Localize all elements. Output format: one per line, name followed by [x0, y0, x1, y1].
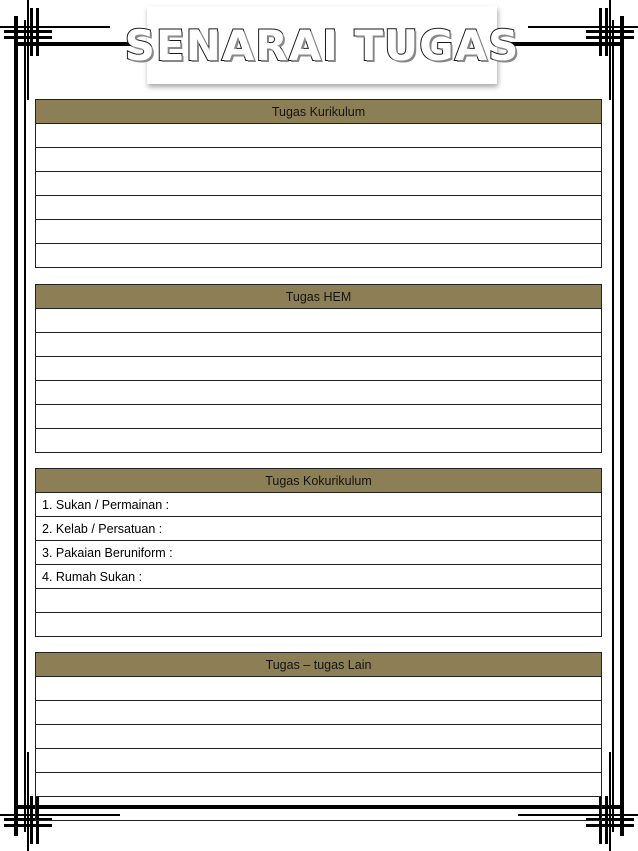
table-tugas-lain: [35, 652, 602, 821]
table-row: [36, 333, 602, 357]
table-row: [36, 749, 602, 773]
table-row: 2. Kelab / Persatuan :: [36, 517, 602, 541]
table-row: [36, 357, 602, 381]
page-title: SENARAI TUGAS: [124, 20, 520, 70]
table-row: [36, 244, 602, 268]
table-row: [36, 172, 602, 196]
table-row: 3. Pakaian Beruniform :: [36, 541, 602, 565]
table-row: [36, 725, 602, 749]
table-row: 1. Sukan / Permainan :: [36, 493, 602, 517]
table-row: [36, 589, 602, 613]
table-row: 4. Rumah Sukan :: [36, 565, 602, 589]
table-row: [36, 797, 602, 821]
table-tugas-kurikulum: [35, 99, 602, 268]
section-heading: Tugas Kokurikulum: [36, 469, 602, 493]
table-row: [36, 701, 602, 725]
table-row: [36, 124, 602, 148]
section-heading: Tugas – tugas Lain: [36, 653, 602, 677]
table-row: [36, 677, 602, 701]
table-tugas-hem: [35, 284, 602, 453]
section-heading: Tugas HEM: [36, 285, 602, 309]
section-heading: Tugas Kurikulum: [36, 100, 602, 124]
table-tugas-kokurikulum: [35, 468, 602, 637]
table-row: [36, 381, 602, 405]
table-row: [36, 196, 602, 220]
title-banner: [124, 6, 520, 84]
table-row: [36, 220, 602, 244]
table-row: [36, 309, 602, 333]
table-row: [36, 613, 602, 637]
table-row: [36, 773, 602, 797]
table-row: [36, 148, 602, 172]
table-row: [36, 429, 602, 453]
table-row: [36, 405, 602, 429]
